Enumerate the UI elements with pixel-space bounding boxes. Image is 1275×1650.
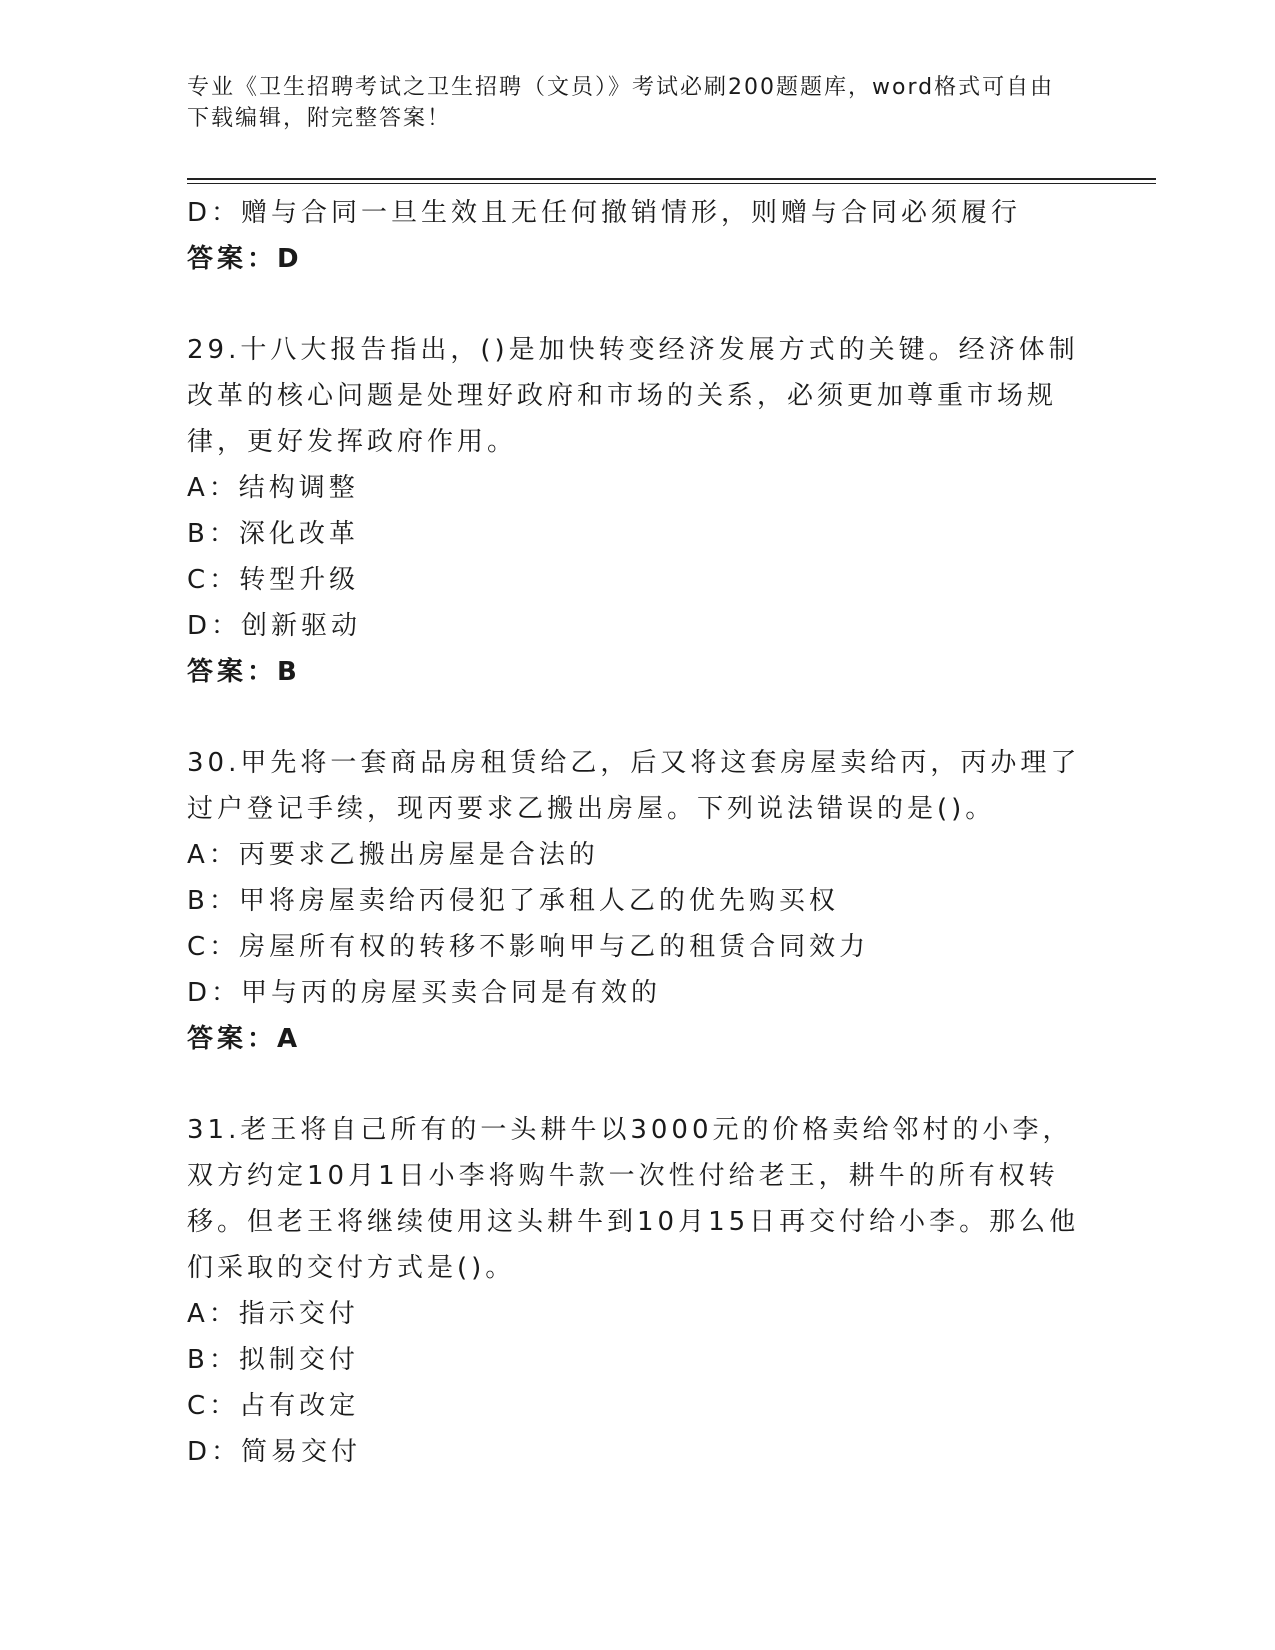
document-header: 专业《卫生招聘考试之卫生招聘（文员）》考试必刷200题题库，word格式可自由下载编辑，附完整答案！ <box>187 75 1055 131</box>
option-a: A：结构调整 <box>187 473 359 503</box>
header-divider-thin <box>187 183 1156 184</box>
option-d: D：甲与丙的房屋买卖合同是有效的 <box>187 978 662 1008</box>
option-c: C：转型升级 <box>187 565 360 595</box>
question-30 <box>187 740 1087 1062</box>
question-stem: 30.甲先将一套商品房租赁给乙，后又将这套房屋卖给丙，丙办理了过户登记手续，现丙要求乙搬出房屋。下列说法错误的是()。 <box>187 748 1081 824</box>
option-d: D：简易交付 <box>187 1437 362 1467</box>
option-c: C：房屋所有权的转移不影响甲与乙的租赁合同效力 <box>187 932 870 962</box>
question-content <box>187 190 1087 1475</box>
option-d: D：赠与合同一旦生效且无任何撤销情形，则赠与合同必须履行 <box>187 198 1022 228</box>
question-stem: 31.老王将自己所有的一头耕牛以3000元的价格卖给邻村的小李，双方约定10月1日小李将购牛款一次性付给老王，耕牛的所有权转移。但老王将继续使用这头耕牛到10月15日再交付给小李。那么他们采取的交付方式是()。 <box>187 1115 1080 1283</box>
answer: 答案：D <box>187 244 303 274</box>
option-d: D：创新驱动 <box>187 611 362 641</box>
answer: 答案：B <box>187 657 301 687</box>
question-stem: 29.十八大报告指出，()是加快转变经济发展方式的关键。经济体制改革的核心问题是处理好政府和市场的关系，必须更加尊重市场规律，更好发挥政府作用。 <box>187 335 1079 457</box>
option-a: A：指示交付 <box>187 1299 359 1329</box>
option-b: B：拟制交付 <box>187 1345 359 1375</box>
option-c: C：占有改定 <box>187 1391 360 1421</box>
question-31 <box>187 1107 1087 1475</box>
question-29 <box>187 327 1087 695</box>
option-a: A：丙要求乙搬出房屋是合法的 <box>187 840 599 870</box>
header-divider <box>187 178 1156 180</box>
option-b: B：深化改革 <box>187 519 359 549</box>
option-b: B：甲将房屋卖给丙侵犯了承租人乙的优先购买权 <box>187 886 839 916</box>
answer: 答案：A <box>187 1024 302 1054</box>
